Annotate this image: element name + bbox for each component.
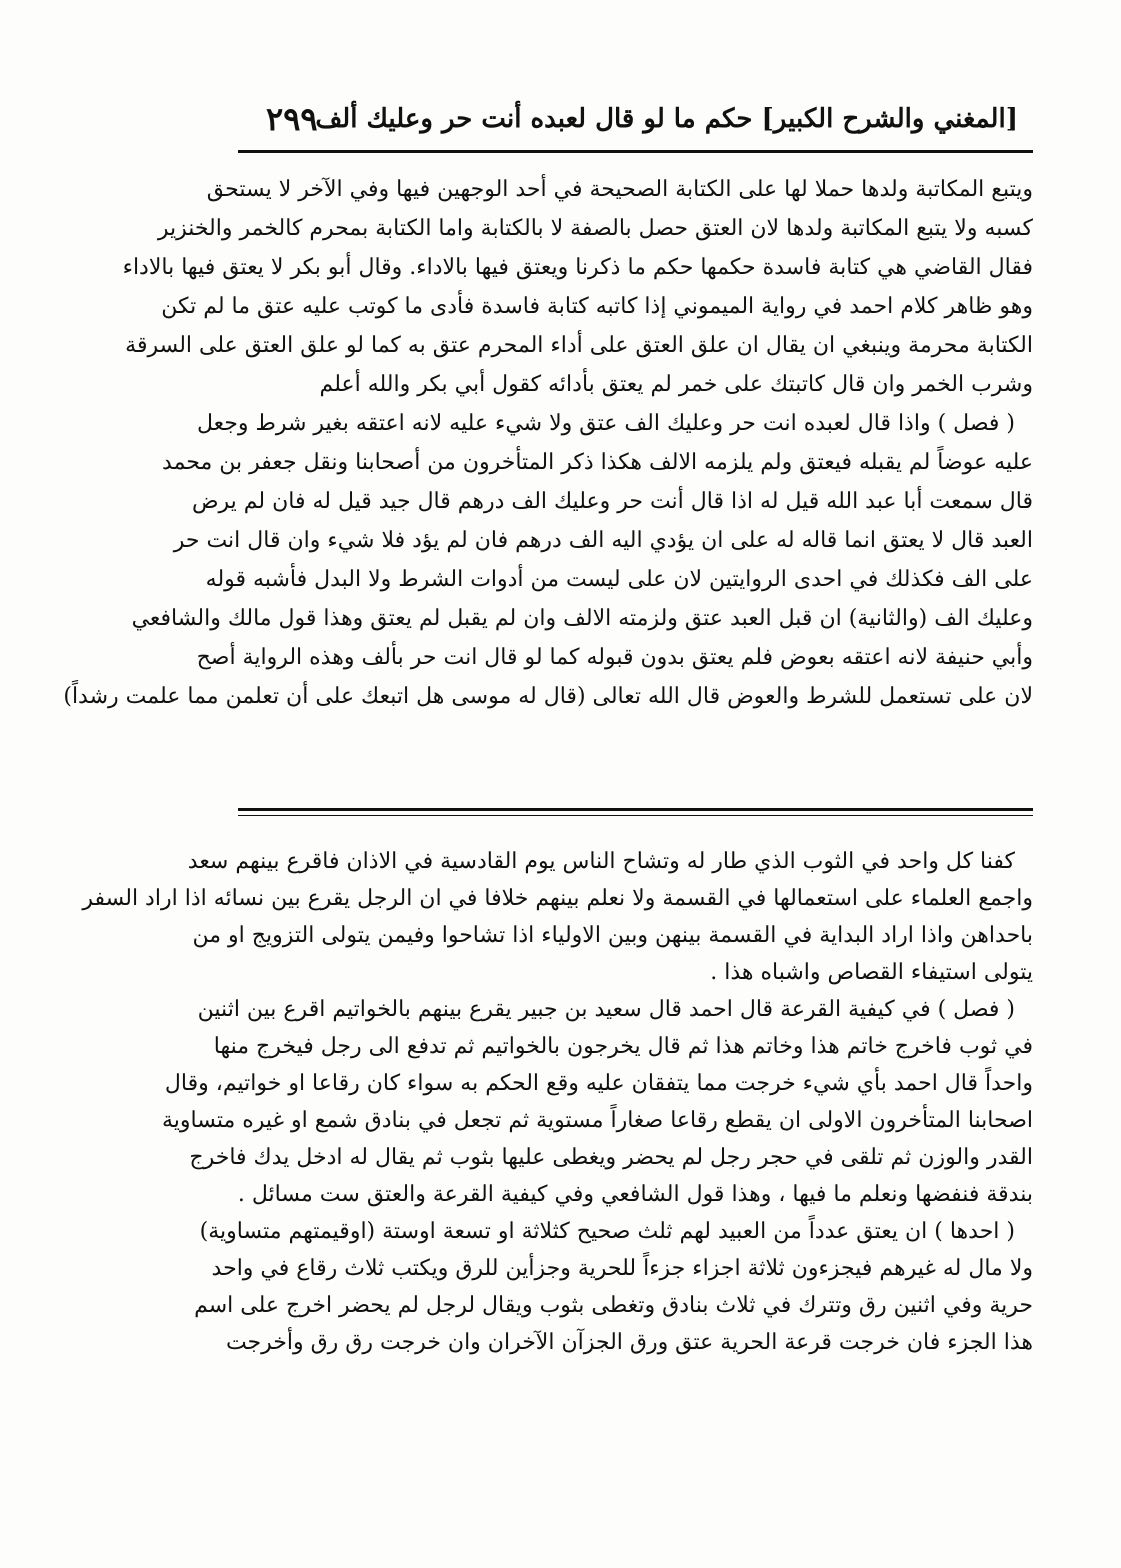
text-line: فقال القاضي هي كتابة فاسدة حكمها حكم ما ذكرنا ويعتق فيها بالاداء. وقال أبو بكر لا يعتق فيها بالاداء: [122, 255, 1033, 280]
text-line: يتولى استيفاء القصاص واشباه هذا .: [710, 960, 1033, 985]
text-line: باحداهن واذا اراد البداية في القسمة بينهن وبين الاولياء اذا تشاحوا وفيمن يتولى التزويج او من: [192, 923, 1033, 948]
header-rule: [238, 150, 1033, 153]
text-line: في ثوب فاخرج خاتم هذا وخاتم هذا ثم قال يخرجون بالخواتيم ثم تدفع الى رجل فيخرج منها: [213, 1034, 1033, 1059]
text-line: ويتبع المكاتبة ولدها حملا لها على الكتابة الصحيحة في أحد الوجهين فيها وفي الآخر لا يستحق: [206, 177, 1033, 202]
lower-text-block: [82, 843, 1033, 1361]
text-line: لان على تستعمل للشرط والعوض قال الله تعالى (قال له موسى هل اتبعك على أن تعلمن مما علمت رشداً): [63, 684, 1033, 709]
separator-rule-thick: [238, 808, 1033, 811]
text-line: ولا مال له غيرهم فيجزءون ثلاثة اجزاء جزءاً للحرية وجزأين للرق ويكتب ثلاث رقاع في واحد: [211, 1256, 1033, 1281]
text-line: كسبه ولا يتبع المكاتبة ولدها لان العتق حصل بالصفة لا بالكتابة واما الكتابة بمحرم كالخمر والخنزير: [157, 216, 1033, 241]
page-header: [238, 98, 1018, 144]
text-line: كفنا كل واحد في الثوب الذي طار له وتشاح الناس يوم القادسية في الاذان فاقرع بينهم سعد: [187, 849, 1015, 874]
running-title: [المغني والشرح الكبير] حكم ما لو قال لعبده أنت حر وعليك ألف: [315, 104, 1018, 134]
main-text-block: [63, 170, 1033, 716]
text-line: وعليك الف (والثانية) ان قبل العبد عتق ولزمته الالف وان لم يقبل لم يعتق وهذا قول مالك والشافعي: [131, 606, 1033, 631]
text-line: ( فصل ) في كيفية القرعة قال احمد قال سعيد بن جبير يقرع بينهم بالخواتيم اقرع بين اثنين: [197, 997, 1015, 1022]
text-line: ( فصل ) واذا قال لعبده انت حر وعليك الف عتق ولا شيء عليه لانه اعتقه بغير شرط وجعل: [197, 411, 1015, 436]
text-line: ( احدها ) ان يعتق عدداً من العبيد لهم ثلث صحيح كثلاثة او تسعة اوستة (اوقيمتهم متساوية): [199, 1219, 1015, 1244]
text-line: هذا الجزء فان خرجت قرعة الحرية عتق ورق الجزآن الآخران وان خرجت رق رق وأخرجت: [225, 1330, 1033, 1355]
text-line: وأبي حنيفة لانه اعتقه بعوض فلم يعتق بدون قبوله كما لو قال انت حر بألف وهذه الرواية أصح: [196, 645, 1033, 670]
text-line: وهو ظاهر كلام احمد في رواية الميموني إذا كاتبه كتابة فاسدة فأدى ما كوتب عليه عتق ما لم تكن: [161, 294, 1033, 319]
text-line: الكتابة محرمة وينبغي ان يقال ان علق العتق على أداء المحرم عتق به كما لو علق العتق على السرقة: [125, 333, 1033, 358]
text-line: وشرب الخمر وان قال كاتبتك على خمر لم يعتق بأدائه كقول أبي بكر والله أعلم: [319, 372, 1033, 397]
text-line: عليه عوضاً لم يقبله فيعتق ولم يلزمه الالف هكذا ذكر المتأخرون من أصحابنا ونقل جعفر بن محمد: [162, 450, 1033, 475]
page-number: ٢٩٩: [266, 100, 318, 138]
text-line: القدر والوزن ثم تلقى في حجر رجل لم يحضر ويغطى عليها بثوب ثم يقال له ادخل يدك فاخرج: [189, 1145, 1033, 1170]
text-line: حرية وفي اثنين رق وتترك في ثلاث بنادق وتغطى بثوب ويقال لرجل لم يحضر اخرج على اسم: [194, 1293, 1033, 1318]
text-line: قال سمعت أبا عبد الله قيل له اذا قال أنت حر وعليك الف درهم قال جيد قيل له فان لم يرض: [191, 489, 1033, 514]
text-line: بندقة فنفضها ونعلم ما فيها ، وهذا قول الشافعي وفي كيفية القرعة والعتق ست مسائل .: [237, 1182, 1033, 1207]
text-line: واحداً قال احمد بأي شيء خرجت مما يتفقان عليه وقع الحكم به سواء كان رقاعا او خواتيم، وقال: [164, 1071, 1033, 1096]
separator-rule-thin: [238, 815, 1033, 816]
text-line: العبد قال لا يعتق انما قاله له على ان يؤدي اليه الف درهم فان لم يؤد فلا شيء وان قال انت حر: [173, 528, 1033, 553]
text-line: واجمع العلماء على استعمالها في القسمة ولا نعلم بينهم خلافا في ان الرجل يقرع بين نسائه اذا اراد السفر: [82, 886, 1033, 911]
text-line: على الف فكذلك في احدى الروايتين لان على ليست من أدوات الشرط ولا البدل فأشبه قوله: [205, 567, 1033, 592]
text-line: اصحابنا المتأخرون الاولى ان يقطع رقاعا صغاراً مستوية ثم تجعل في بنادق شمع او غيره متساوية: [161, 1108, 1033, 1133]
